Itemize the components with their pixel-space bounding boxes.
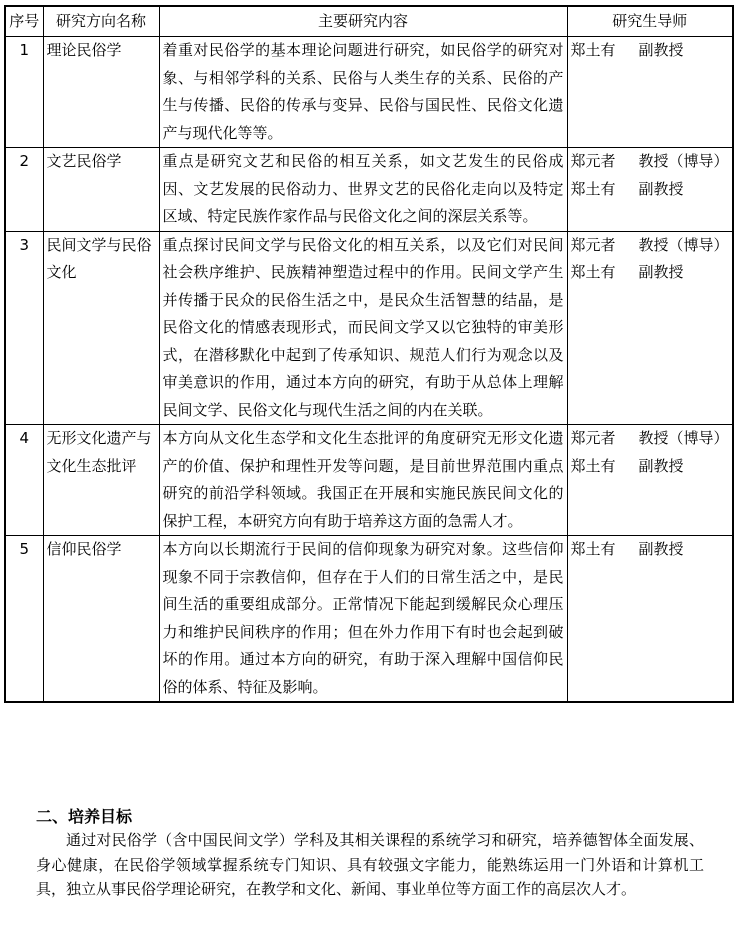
research-directions-table (4, 5, 734, 703)
advisor-entry (571, 148, 730, 176)
header-direction-name: 研究方向名称 (43, 6, 159, 37)
advisor-entry (571, 37, 730, 65)
row-direction-name: 文艺民俗学 (43, 148, 159, 232)
row-content: 本方向以长期流行于民间的信仰现象为研究对象。这些信仰现象不同于宗教信仰，但存在于人们的日常生活之中，是民间生活的重要组成部分。正常情况下能起到缓解民众心理压力和维护民间秩序的作用；但在外力作用下有时也会起到破坏的作用。通过本方向的研究，有助于深入理解中国信仰民俗的体系、特征及影响。 (159, 536, 567, 703)
advisor-title: 教授（博导） (638, 429, 729, 447)
row-index: 1 (5, 37, 43, 148)
advisor-name: 郑土有 (570, 540, 616, 558)
row-content: 着重对民俗学的基本理论问题进行研究，如民俗学的研究对象、与相邻学科的关系、民俗与人类生存的关系、民俗的产生与传播、民俗的传承与变异、民俗与国民性、民俗文化遗产与现代化等等。 (159, 37, 567, 148)
row-advisors (567, 37, 733, 148)
advisor-title: 教授（博导） (638, 235, 729, 254)
row-direction-name: 理论民俗学 (43, 37, 159, 148)
advisor-entry (571, 259, 730, 287)
advisor-name: 郑土有 (570, 456, 616, 475)
header-advisor: 研究生导师 (567, 6, 733, 37)
advisor-entry (571, 453, 730, 481)
row-index: 3 (5, 231, 43, 425)
advisor-title: 教授（博导） (638, 152, 729, 170)
row-content: 重点探讨民间文学与民俗文化的相互关系，以及它们对民间社会秩序维护、民族精神塑造过程中的作用。民间文学产生并传播于民众的民俗生活之中，是民众生活智慧的结晶，是民俗文化的情感表现形式，而民间文学又以它独特的审美形式，在潜移默化中起到了传承知识、规范人们行为观念以及审美意识的作用，通过本方向的研究，有助于从总体上理解民间文学、民俗文化与现代生活之间的内在关联。 (159, 231, 567, 425)
table-row (5, 425, 733, 536)
row-index: 5 (5, 536, 43, 703)
row-advisors (567, 536, 733, 703)
advisor-name: 郑土有 (570, 179, 616, 198)
table-row (5, 37, 733, 148)
advisor-name: 郑元者 (570, 235, 616, 254)
advisor-name: 郑元者 (570, 152, 616, 170)
header-research-content: 主要研究内容 (159, 6, 567, 37)
row-index: 4 (5, 425, 43, 536)
advisor-entry (571, 536, 730, 564)
row-direction-name: 无形文化遗产与文化生态批评 (43, 425, 159, 536)
advisor-name: 郑土有 (570, 41, 616, 59)
table-row (5, 536, 733, 703)
table-row (5, 231, 733, 425)
section-body: 通过对民俗学（含中国民间文学）学科及其相关课程的系统学习和研究，培养德智体全面发展、身心健康，在民俗学领域掌握系统专门知识、具有较强文字能力，能熟练运用一门外语和计算机工具，独立从事民俗学理论研究，在教学和文化、新闻、事业单位等方面工作的高层次人才。 (36, 831, 704, 898)
header-index: 序号 (5, 6, 43, 37)
advisor-name: 郑土有 (570, 263, 616, 281)
row-direction-name: 民间文学与民俗文化 (43, 231, 159, 425)
row-direction-name: 信仰民俗学 (43, 536, 159, 703)
row-advisors (567, 425, 733, 536)
advisor-title: 副教授 (638, 263, 684, 281)
table-row (5, 148, 733, 232)
table-header-row (5, 6, 733, 37)
advisor-entry (571, 232, 730, 260)
row-index: 2 (5, 148, 43, 232)
advisor-title: 副教授 (638, 456, 684, 475)
advisor-title: 副教授 (638, 540, 684, 558)
row-advisors (567, 148, 733, 232)
training-goals-section (36, 806, 704, 902)
advisor-entry (571, 176, 730, 204)
advisor-name: 郑元者 (570, 429, 616, 447)
advisor-entry (571, 425, 730, 453)
row-content: 重点是研究文艺和民俗的相互关系，如文艺发生的民俗成因、文艺发展的民俗动力、世界文艺的民俗化走向以及特定区域、特定民族作家作品与民俗文化之间的深层关系等。 (159, 148, 567, 232)
advisor-title: 副教授 (638, 41, 684, 59)
section-heading: 二、培养目标 (36, 807, 133, 826)
row-content: 本方向从文化生态学和文化生态批评的角度研究无形文化遗产的价值、保护和理性开发等问题，是目前世界范围内重点研究的前沿学科领域。我国正在开展和实施民族民间文化的保护工程，本研究方向有助于培养这方面的急需人才。 (159, 425, 567, 536)
row-advisors (567, 231, 733, 425)
advisor-title: 副教授 (638, 179, 684, 198)
